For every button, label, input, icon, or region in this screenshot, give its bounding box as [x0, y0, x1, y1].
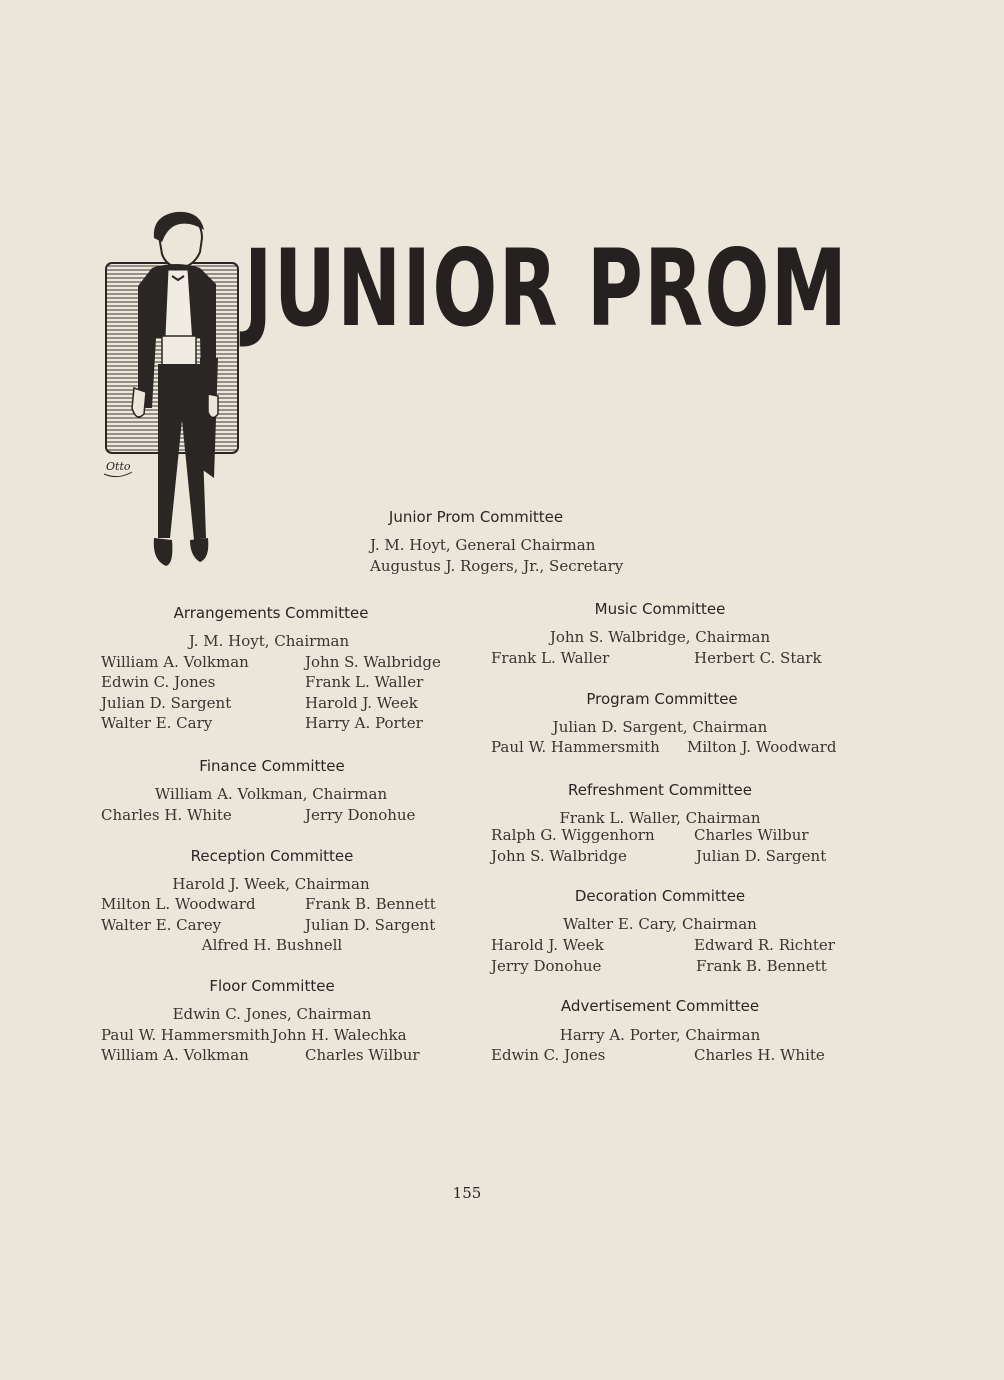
committee-member: Edwin C. Jones [101, 673, 216, 691]
program-chairman: Julian D. Sargent, Chairman [552, 718, 768, 736]
committee-member: Charles H. White [101, 806, 232, 824]
committee-member: Herbert C. Stark [694, 649, 822, 667]
finance-chairman: William A. Volkman, Chairman [154, 785, 388, 803]
main-committee-heading: Junior Prom Committee [388, 508, 564, 526]
page-title: JUNIOR PROM [244, 227, 849, 350]
committee-member: Paul W. Hammersmith [101, 1026, 270, 1044]
advertisement-heading: Advertisement Committee [560, 997, 760, 1015]
committee-member: Frank B. Bennett [696, 957, 827, 975]
committee-member: Harold J. Week [491, 936, 604, 954]
committee-member: Harold J. Week [305, 694, 418, 712]
committee-member: Julian D. Sargent [696, 847, 827, 865]
committee-member: Jerry Donohue [305, 806, 416, 824]
committee-member: William A. Volkman [101, 1046, 249, 1064]
page-number: 155 [452, 1184, 482, 1202]
committee-member: Jerry Donohue [491, 957, 602, 975]
committee-member: Alfred H. Bushnell [201, 936, 343, 954]
committee-member: Walter E. Cary [101, 714, 213, 732]
committee-member: John S. Walbridge [305, 653, 441, 671]
committee-member: Milton J. Woodward [687, 738, 837, 756]
reception-chairman: Harold J. Week, Chairman [172, 875, 370, 893]
main-committee-line: J. M. Hoyt, General Chairman [370, 536, 596, 554]
committee-member: Walter E. Carey [101, 916, 222, 934]
committee-member: Harry A. Porter [305, 714, 423, 732]
gentleman-illustration [96, 208, 266, 580]
committee-member: Charles Wilbur [694, 826, 809, 844]
committee-member: Ralph G. Wiggenhorn [491, 826, 655, 844]
committee-member: Frank L. Waller [305, 673, 424, 691]
committee-member: Milton L. Woodward [101, 895, 256, 913]
committee-member: Edward R. Richter [694, 936, 835, 954]
program-heading: Program Committee [586, 690, 738, 708]
advertisement-chairman: Harry A. Porter, Chairman [559, 1026, 761, 1044]
committee-member: John S. Walbridge [491, 847, 627, 865]
committee-member: Julian D. Sargent [305, 916, 436, 934]
finance-heading: Finance Committee [199, 757, 345, 775]
floor-heading: Floor Committee [209, 977, 335, 995]
arrangements-heading: Arrangements Committee [173, 604, 369, 622]
committee-member: Charles H. White [694, 1046, 825, 1064]
music-heading: Music Committee [594, 600, 726, 618]
refreshment-heading: Refreshment Committee [568, 781, 752, 799]
committee-member: William A. Volkman [101, 653, 249, 671]
committee-member: John H. Walechka [272, 1026, 407, 1044]
arrangements-chairman: J. M. Hoyt, Chairman [188, 632, 350, 650]
floor-chairman: Edwin C. Jones, Chairman [172, 1005, 372, 1023]
committee-member: Paul W. Hammersmith [491, 738, 660, 756]
main-committee-line: Augustus J. Rogers, Jr., Secretary [370, 557, 624, 575]
decoration-chairman: Walter E. Cary, Chairman [563, 915, 757, 933]
music-chairman: John S. Walbridge, Chairman [549, 628, 771, 646]
decoration-heading: Decoration Committee [574, 887, 746, 905]
committee-member: Julian D. Sargent [101, 694, 232, 712]
committee-member: Edwin C. Jones [491, 1046, 606, 1064]
committee-member: Charles Wilbur [305, 1046, 420, 1064]
committee-member: Frank B. Bennett [305, 895, 436, 913]
committee-member: Frank L. Waller [491, 649, 610, 667]
refreshment-chairman: Frank L. Waller, Chairman [559, 809, 761, 827]
svg-text:Otto: Otto [106, 460, 131, 473]
reception-heading: Reception Committee [190, 847, 354, 865]
